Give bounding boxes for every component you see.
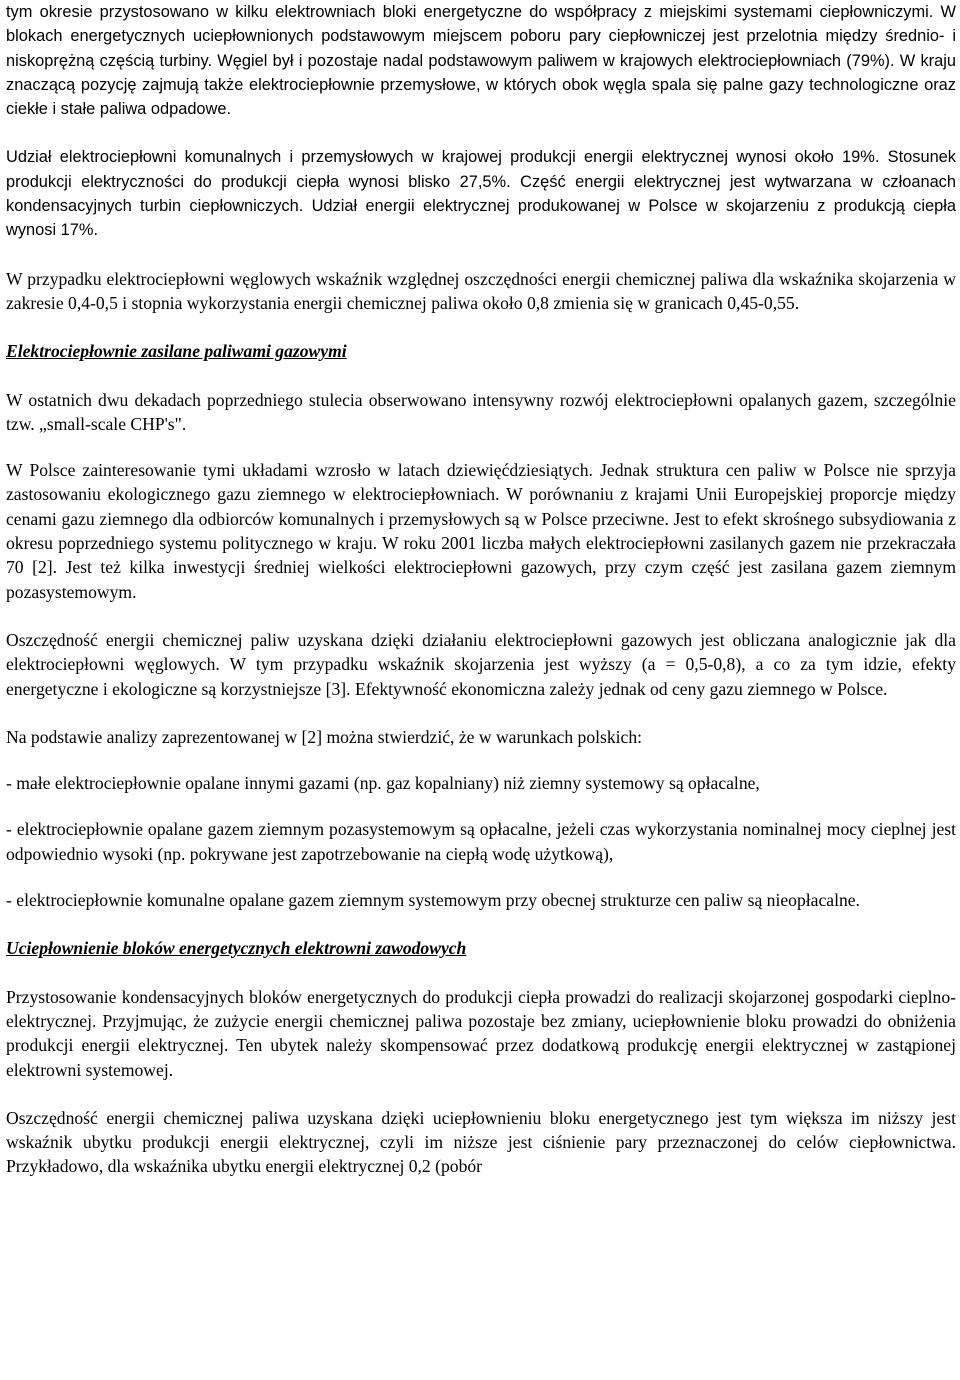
section-heading-gas-chp: Elektrociepłownie zasilane paliwami gazowymi bbox=[6, 341, 347, 362]
list-item-municipal-gas: - elektrociepłownie komunalne opalane gazem ziemnym systemowym przy obecnej strukturze cen paliw są nieopłacalne. bbox=[6, 890, 860, 911]
paragraph-chp-share: Udział elektrociepłowni komunalnych i przemysłowych w krajowej produkcji energii elektrycznej wynosi około 19%. Stosunek produkcji elektryczności do produkcji ciepła wynosi blisko 27,5%. Część energii elektrycznej jest wytwarzana w człoanach kondensacyjnych turbin ciepłowniczych. Udział energii elektrycznej produkowanej w Polsce w skojarzeniu z produkcją ciepła wynosi 17%. bbox=[6, 148, 956, 240]
paragraph-gas-poland: W Polsce zainteresowanie tymi układami wzrosło w latach dziewięćdziesiątych. Jednak struktura cen paliw w Polsce nie sprzyja zastosowaniu ekologicznego gazu ziemnego w elektrociepłowniach. W porównaniu z krajami Unii Europejskiej proporcje między cenami gazu ziemnego dla odbiorców komunalnych i przemysłowych są w Polsce przeciwne. Jest to efekt skrośnego subsydiowania z okresu poprzedniego systemu politycznego w kraju. W roku 2001 liczba małych elektrociepłowni zasilanych gazem nie przekraczała 70 [2]. Jest też kilka inwestycji średniej wielkości elektrociepłowni gazowych, przy czym część jest zasilana gazem ziemnym pozasystemowym. bbox=[6, 460, 956, 602]
paragraph-analysis-intro: Na podstawie analizy zaprezentowanej w [2] można stwierdzić, że w warunkach polskich: bbox=[6, 726, 643, 747]
paragraph-coal-savings: W przypadku elektrociepłowni węglowych wskaźnik względnej oszczędności energii chemicznej paliwa dla wskaźnika skojarzenia w zakresie 0,4-0,5 i stopnia wykorzystania energii chemicznej paliwa około 0,8 zmienia się w granicach 0,45-0,55. bbox=[6, 268, 956, 313]
list-item-offsystem-gas: - elektrociepłownie opalane gazem ziemnym pozasystemowym są opłacalne, jeżeli czas wykorzystania nominalnej mocy cieplnej jest odpowiednio wysoki (np. pokrywane jest zapotrzebowanie na ciepłą wodę użytkową), bbox=[6, 819, 956, 864]
paragraph-gas-savings: Oszczędność energii chemicznej paliw uzyskana dzięki działaniu elektrociepłowni gazowych jest obliczana analogicznie jak dla elektrociepłowni węglowych. W tym przypadku wskaźnik skojarzenia jest wyższy (a = 0,5-0,8), a co za tym idzie, efekty energetyczne i ekologiczne są korzystniejsze [3]. Efektywność ekonomiczna zależy jednak od ceny gazu ziemnego w Polsce. bbox=[6, 629, 956, 699]
paragraph-block-adaptation: Przystosowanie kondensacyjnych bloków energetycznych do produkcji ciepła prowadzi do realizacji skojarzonej gospodarki cieplno-elektrycznej. Przyjmując, że zużycie energii chemicznej paliwa pozostaje bez zmiany, uciepłownienie bloku prowadzi do obniżenia produkcji energii elektrycznej. Ten ubytek należy skompensować przez dodatkową produkcję energii elektrycznej w zastąpionej elektrowni systemowej. bbox=[6, 986, 956, 1080]
section-heading-block-heating: Uciepłownienie bloków energetycznych elektrowni zawodowych bbox=[6, 938, 467, 959]
list-item-small-chp: - małe elektrociepłownie opalane innymi gazami (np. gaz kopalniany) niż ziemny systemowy są opłacalne, bbox=[6, 773, 760, 794]
paragraph-gas-development: W ostatnich dwu dekadach poprzedniego stulecia obserwowano intensywny rozwój elektrociepłowni opalanych gazem, szczególnie tzw. „small-scale CHP's". bbox=[6, 389, 956, 434]
document-page bbox=[6, 0, 956, 1179]
paragraph-block-savings: Oszczędność energii chemicznej paliwa uzyskana dzięki uciepłownieniu bloku energetycznego jest tym większa im niższy jest wskaźnik ubytku produkcji energii elektrycznej, czyli im niższe jest ciśnienie pary przeznaczonej do celów ciepłownictwa. Przykładowo, dla wskaźnika ubytku energii elektrycznej 0,2 (pobór bbox=[6, 1107, 956, 1177]
paragraph-coal-chp: tym okresie przystosowano w kilku elektrowniach bloki energetyczne do współpracy z miejskimi systemami ciepłowniczymi. W blokach energetycznych uciepłownionych podstawowym miejscem poboru pary ciepłowniczej jest przelotnia między średnio- i niskoprężną częścią turbiny. Węgiel był i pozostaje nadal podstawowym paliwem w krajowych elektrociepłowniach (79%). W kraju znaczącą pozycję zajmują także elektrociepłownie przemysłowe, w których obok węgla spala się palne gazy technologiczne oraz ciekłe i stałe paliwa odpadowe. bbox=[6, 3, 956, 119]
